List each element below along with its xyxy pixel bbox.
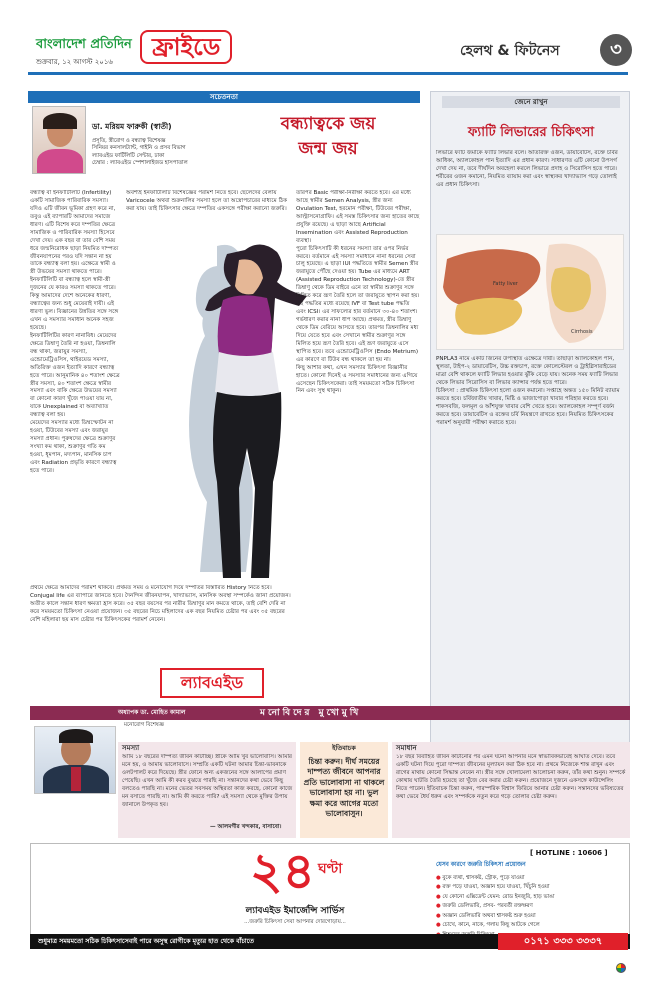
ad-list-item: ● বুকে ব্যথা, শ্বাসকষ্ট, স্ট্রোক, পুড়ে যাওয়া [436,875,525,881]
problem-title: সমস্যা [122,744,140,752]
article-column-1: বন্ধ্যাত্ব বা ইনফার্টিলিটি (Infertility) একটি সামাজিক পারিবারিক সমস্যা। যদিও এটি জীবন ভূমিকা গ্রহণ করে না, তবুও এই ব্যাপারটি আমাদের সমাজে ধারণ। এটি বিশেষ করে দম্পতির ক্ষেত্রে সামাজিক ও পারিবারিক সমস্যা হিসেবে দেখা দেয়। এক বছর বা তার বেশি সময় ধরে জন্মনিরোধক ছাড়া নিয়মিত দাম্পত্য জীবনযাপনের পরও যদি সন্তান না হয় তাকে বন্ধ্যাত্ব বলা হয়। এক্ষেত্রে স্বামী ও স্ত্রী উভয়ের সমস্যা থাকতে পারে। ইনফার্টিলিটি বা বন্ধ্যাত্ব হলে স্বামী-স্ত্রী দুজনের যে কারও সমস্যা থাকতে পারে। কিন্তু আমাদের দেশে অনেকের ধারণা, বন্ধ্যাত্বের জন্য শুধু মেয়েরাই দায়ী। এই ধারণা ভুল। বিজ্ঞানের উন্নতির সঙ্গে সঙ্গে এখন এ সমস্যার সমাধান অনেক সহজ হয়েছে। ইনফার্টিলিটির কারণ নানাবিধ। মেয়েদের ক্ষেত্রে ডিম্বাণু তৈরি না হওয়া, ডিম্বনালি বন্ধ থাকা, জরায়ুর সমস্যা, এন্ডোমেট্রিওসিস, থাইরয়েড সমস্যা, অতিরিক্ত ওজন ইত্যাদি কারণে বন্ধ্যাত্ব হতে পারে। আনুমানিক ৪০ শতাংশ ক্ষেত্রে স্ত্রীর সমস্যা, ৪০ শতাংশ ক্ষেত্রে স্বামীর সমস্যা এবং বাকি ক্ষেত্রে উভয়ের সমস্যা বা কোনো কারণ খুঁজে পাওয়া যায় না, যাকে Unexplained বা অব্যাখ্যাত বন্ধ্যাত্ব বলা হয়। মেয়েদের সমস্যার মধ্যে ডিম্বস্ফোটন না হওয়া, টিউবের সমস্যা এবং জরায়ুর সমস্যা প্রধান। পুরুষদের ক্ষেত্রে শুক্রাণুর সংখ্যা কম থাকা, শুক্রাণুর গতি কম হওয়া, ধূমপান, মদ্যপান, মানসিক চাপ এবং Radiation প্রভৃতি কারণে বন্ধ্যাত্ব হতে পারে। [30,190,120,474]
sidebar-kicker: জেনে রাখুন [442,96,620,108]
ad-phone-number: ০১৭১ ৩৩৩ ৩৩৩৭ [498,933,628,950]
author-block [92,122,232,167]
fatty-liver-label: Fatty liver [493,281,518,287]
ad-service-name: ল্যাবএইড ইমার্জেন্সি সার্ভিস [245,906,345,916]
article-column-2-top: অবশ্যই ইনফার্টিলিটি বিশেষজ্ঞের পরামর্শ নিতে হবে। ছেলেদের বেলায় Varicocele অথবা শুক্রনালির সমস্যা হলে তা অস্ত্রোপচারের মাধ্যমে ঠিক করা যায়। তাই চিকিৎসার ক্ষেত্রে দম্পতির একসঙ্গে পরীক্ষা করানো জরুরি। [126,190,288,212]
ad-hours-number: ২৪ [250,842,315,900]
counsel-author: অধ্যাপক ডা. মোহিত কামাল [118,709,186,716]
problem-signature: — আলমগীর খন্দকার, বাসাবো। [210,824,282,830]
masthead-rule [28,72,628,75]
author-line-1: প্রসূতি, স্ত্রীরোগ ও বন্ধ্যাত্ব বিশেষজ্ঞ [92,138,166,145]
paper-name: বাংলাদেশ প্রতিদিন [36,37,132,52]
article-column-3: তারপর Basic পরীক্ষা-নিরীক্ষা করতে হবে। এর মধ্যে আছে স্বামীর Semen Analysis, স্ত্রীর জন্য Ovulation Test, হরমোন পরীক্ষা, টিউবের পরীক্ষা, আল্ট্রাসনোগ্রাফি। এই সমস্ত চিকিৎসার জন্য হাতের কাছে প্রযুক্তি রয়েছে। এ ছাড়া আছে Artificial Insemination এবং Assisted Reproduction ব্যবস্থা। পুরো চিকিৎসাটি কী ধরনের সমস্যা তার ওপর নির্ভর করবে। বর্তমানে এই সমস্যা সমাধানে নানা ধরনের সেবা চালু হয়েছে। এ ছাড়া IUI পদ্ধতিতে স্বামীর Semen স্ত্রীর জরায়ুতে পৌঁছে দেওয়া হয়। Tube এর মাধ্যমে ART (Assisted Reproduction Technology)-তে স্ত্রীর ডিম্বাণু থেকে ডিম বাইরে এনে তা স্বামীর শুক্রাণুর সঙ্গে মিলিত করে ভ্রূণ তৈরি হলে তা জরায়ুতে স্থাপন করা হয়। এই পদ্ধতির মধ্যে রয়েছে IVF বা Test tube পদ্ধতি এবং ICSI। এর সাফল্যের হার বর্তমানে ৩০-৪০ শতাংশ। গর্ভধারণ করার নানা ধাপ আছে। প্রথমত, স্ত্রীর ডিম্বাণু থেকে ডিম বেরিয়ে আসতে হবে। তারপর ডিম্বনালির মধ্য দিয়ে যেতে হবে এবং সেখানে স্বামীর শুক্রাণুর সঙ্গে মিলিত হয়ে ভ্রূণ তৈরি হবে। এই ভ্রূণ জরায়ুতে এসে স্থাপিত হবে। তবে এন্ডোমেট্রিওসিস (Endo Metrium) এর কারণে বা টিউব বন্ধ থাকলে তা হয় না। কিছু আশার কথা, এখন সমস্যার চিকিৎসা বিজ্ঞানীর হাতে। কোনো দিনেই এ সমস্যার সমাধানের জন্য এগিয়ে এসেছেন চিকিৎসকেরা। তাই সময়মতো সঠিক চিকিৎসা নিন এবং সুস্থ থাকুন। [296,190,420,395]
page-title: হেলথ & ফিটনেস [460,43,560,59]
headline-line-2: জন্ম জয় [298,138,358,159]
author-line-4: চেম্বার : ল্যাবএইড স্পেশালাইজড হাসপাতাল [92,160,188,167]
author-line-2: সিনিয়র কনসালট্যান্ট, গাইনি ও প্রসব বিভাগ [92,145,186,152]
sidebar-title: ফ্যাটি লিভারের চিকিৎসা [467,125,595,140]
article-column-2-bottom: প্রথমে ক্ষেত্রে আমাদের পরামর্শ থাকবে। প্রথমত সময় ও মনোযোগ দিয়ে দম্পতির বিস্তারিত History নিতে হবে। Conjugal life এর ব্যাপারে জানতে হবে। দৈনন্দিন জীবনযাপন, খাদ্যাভ্যাস, মানসিক অবস্থা সম্পর্কেও জানা প্রয়োজন। অতীত কালে সন্তান ধারণ ক্ষমতা হ্রাস করে। ৩৫ বছর বয়সের পর নারীর ডিম্বাণুর মান কমতে থাকে, তাই বেশি দেরি না করে সময়মতো চিকিৎসা নেওয়া প্রয়োজন। ৩৫ বছরের নিচে মহিলাদের এক বছর নিয়মিত চেষ্টার পর এবং ৩৫ বছরের বেশি মহিলারা ছয় মাস চেষ্টার পর চিকিৎসকের পরামর্শ নেবেন। [30,585,291,623]
masthead-date: শুক্রবার, ১২ আগস্ট ২০১৬ [36,58,113,66]
headline-line-1: বন্ধ্যাত্বকে জয় [280,114,376,134]
cirrhosis-label: Cirrhosis [571,329,593,335]
ad-list-item: ● অজ্ঞান ডেলিভারি অথবা শ্বাসকষ্ট শুরু হওয়া [436,912,536,919]
ad-tagline: ...জরুরি চিকিৎসা সেবা আপনার দোরগোড়ায়... [244,919,346,925]
article-kicker: সচেতনতা [28,91,420,103]
ad-list-item: ● চোখে, কানে, নাকে, গলায় কিছু আটকে গেলে [436,922,540,929]
labaid-logo-ad [160,668,264,698]
ad-list-item: ● জরুরি ডেলিভারি, প্রসব- পরবর্তী রক্তক্ষরণ [436,903,533,910]
sidebar-body-bottom: PNPLA3 নামে একটি জিনের উপস্থিতি এক্ষেত্রে দায়ী। তাছাড়া অ্যালকোহল পান, স্থূলতা, টাইপ-২ ডায়াবেটিস, উচ্চ রক্তচাপ, রক্তে কোলেস্টেরল ও ট্রাইগ্লিসারাইডের মাত্রা বেশি থাকলে ফ্যাটি লিভার হওয়ার ঝুঁকি বেড়ে যায়। অনেক সময় ফ্যাটি লিভার থেকে লিভার সিরোসিস বা লিভার ক্যান্সার পর্যন্ত হতে পারে। চিকিৎসা : প্রাথমিক চিকিৎসা হলো ওজন কমানো। সপ্তাহে অন্তত ১৫০ মিনিট ব্যায়াম করতে হবে। চর্বিজাতীয় খাবার, মিষ্টি ও ভাজাপোড়া খাবার পরিহার করতে হবে। শাকসবজি, ফলমূল ও আঁশযুক্ত খাবার বেশি খেতে হবে। অ্যালকোহল সম্পূর্ণ বর্জন করতে হবে। ডায়াবেটিস ও রক্তের চর্বি নিয়ন্ত্রণে রাখতে হবে। নিয়মিত চিকিৎসকের পরামর্শ অনুযায়ী পরীক্ষা করাতে হবে। [436,356,620,426]
counsel-role: মনোরোগ বিশেষজ্ঞ [124,722,164,728]
labaid-logo-text: ল্যাবএইড [180,673,244,692]
ad-footer-text: শুধুমাত্র সময়মতো সঠিক চিকিৎসাসেবাই পারে অসুস্থ রোগীকে মৃত্যুর হাত থেকে বাঁচাতে [38,938,254,945]
author-line-3: ল্যাবএইড ফার্টিলিটি সেন্টার, ঢাকা [92,152,165,159]
ad-list-item: ● যে কোনো এক্সিডেন্ট যেমন: রোড ইনজুরি, হাড় ভাঙা [436,893,555,900]
solution-title: সমাধান [396,744,417,752]
ad-hours-unit: ঘণ্টা [318,861,343,877]
counsel-banner-title: মনোবিদের মুখোমুখি [260,708,362,718]
page-number: ৩ [600,34,632,66]
ad-list-title: যেসব কারণে জরুরি চিকিৎসা প্রয়োজন [436,862,526,868]
hotline-badge: [ HOTLINE : 10606 ] [530,849,608,857]
doctor-photo [34,726,116,794]
ad-list-item: ● রক্ত পড়ে যাওয়া, অজ্ঞান হয়ে যাওয়া, খিঁচুনি হওয়া [436,884,550,891]
sidebar-body-top: লিভারে ফ্যাট জমাকে ফ্যাটি লিভার বলে। অতিরিক্ত ওজন, ডায়াবেটিস, রক্তে চর্বির আধিক্য, অ্যালকোহল পান ইত্যাদি এর প্রধান কারণ। সাধারণত এটি কোনো উপসর্গ দেখা দেয় না, তবে দীর্ঘদিন অবহেলা করলে লিভারে প্রদাহ ও সিরোসিস হতে পারে। শরীরের ওজন কমানো, নিয়মিত ব্যায়াম করা এবং স্বাস্থ্যকর খাদ্যাভ্যাস গড়ে তোলাই এর প্রধান চিকিৎসা। [436,150,618,188]
liver-illustration [436,234,624,350]
author-photo [32,106,86,174]
ad-emergency-list [436,874,626,940]
author-name: ডা. মরিয়ম ফারুকী (স্বাতী) [92,122,172,131]
middle-quote-title: ইতিবাচক [332,744,356,752]
liver-diagram [437,235,624,350]
registration-mark-icon [616,963,626,973]
problem-body: আমি ১৮ বছরের দাম্পত্য জীবন কাটাচ্ছি। স্ত্রীকে আমি খুব ভালোবাসি। আমার মনে হয়, ও আমায় ভালোবাসে। সম্প্রতি একটি ঘটনা আমার চিন্তা-ভাবনাকে ওলটপালট করে দিয়েছে। স্ত্রীর ফোনে অন্য একজনের সঙ্গে আলাপের প্রমাণ পেয়েছি। এখন আমি কী করব বুঝতে পারছি না। সন্তানদের কথা ভেবে কিছু বলতেও পারছি না। মনের ভেতর সবসময় অস্থিরতা কাজ করছে, কোনো কাজে মন বসাতে পারছি না। আমি কী করতে পারি? এই সমস্যা থেকে মুক্তির উপায় জানালে উপকৃত হব। [122,754,293,808]
solution-body: ১৮ বছর বিবাহিত জীবন কাটানোর পর এমন ঘটনা আপনার মনে স্বাভাবিকভাবেই আঘাত দেবে। তবে একটি ঘটনা দিয়ে পুরো দাম্পত্য জীবনের মূল্যায়ন করা ঠিক হবে না। প্রথমে নিজেকে শান্ত রাখুন এবং রাগের মাথায় কোনো সিদ্ধান্ত নেবেন না। স্ত্রীর সঙ্গে খোলামেলা আলোচনা করুন, তাঁর কথা শুনুন। সম্পর্কে কোথায় ঘাটতি তৈরি হয়েছে তা খুঁজে বের করার চেষ্টা করুন। প্রয়োজনে দুজনে একসঙ্গে কাউন্সেলিং নিতে পারেন। ইতিবাচক চিন্তা করুন, পারস্পরিক বিশ্বাস ফিরিয়ে আনার চেষ্টা করুন। সন্তানদের ভবিষ্যতের কথা ভেবে ধৈর্য ধরুন এবং সম্পর্ককে নতুন করে গড়ে তোলার চেষ্টা করুন। [396,754,626,800]
masthead [28,28,628,76]
middle-quote-text: চিন্তা করুন। দীর্ঘ সময়ের দাম্পত্য জীবনে আপনার প্রতি ভালোবাসা না থাকলে ভালোবাসা হয় না। ভুল ক্ষমা করে আগের মতো ভালোবাসুন। [303,756,385,819]
article-headline [236,112,420,161]
middle-quote-box [300,742,388,838]
section-name: ফ্রাইডে [140,30,232,64]
